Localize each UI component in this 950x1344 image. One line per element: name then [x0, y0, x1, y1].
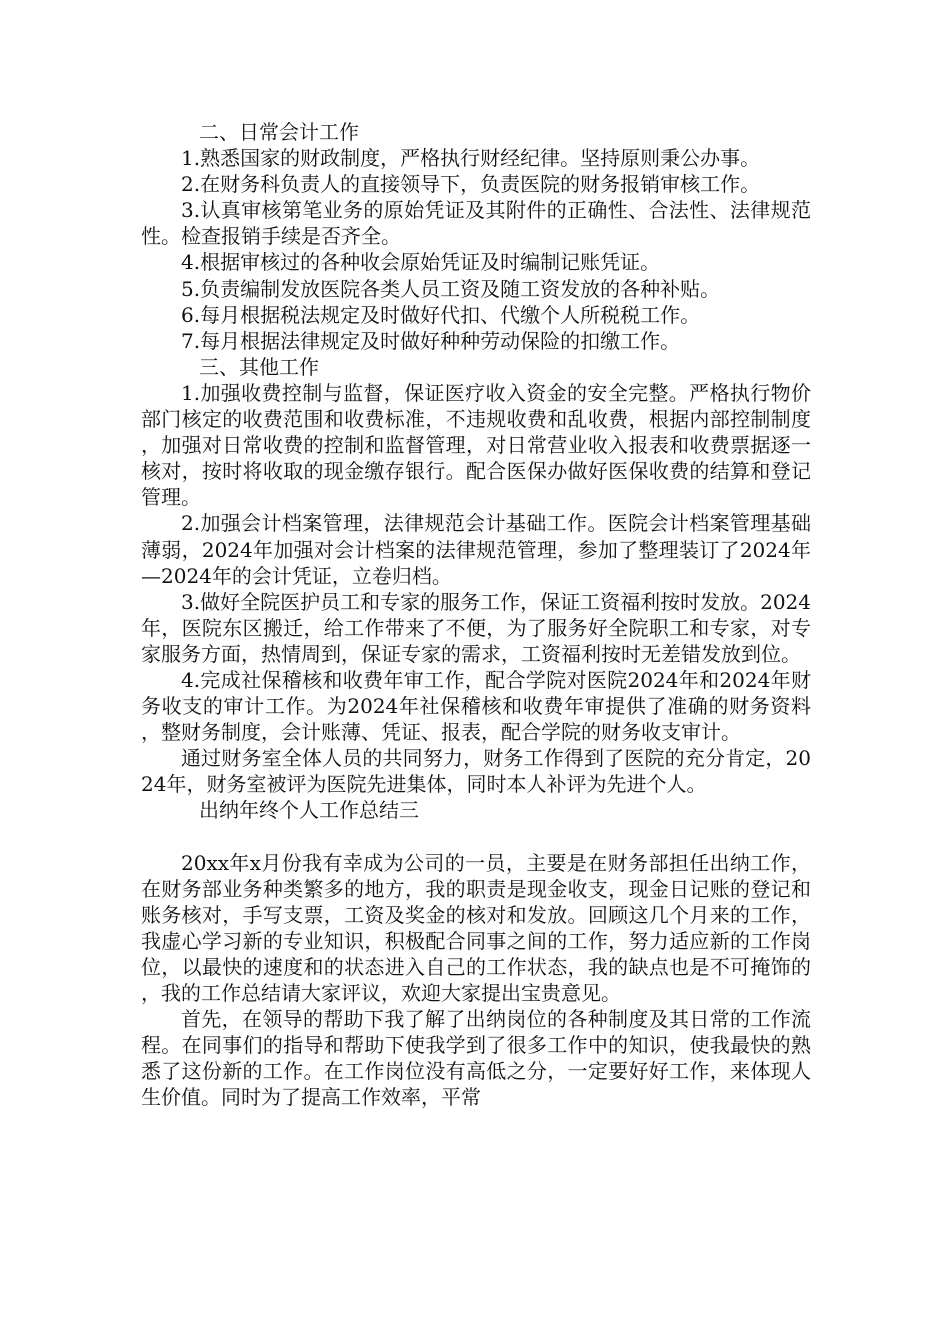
section2-item-3: 3.认真审核第笔业务的原始凭证及其附件的正确性、合法性、法律规范性。检查报销手续是否齐全。	[141, 198, 811, 249]
section3-item-4: 4.完成社保稽核和收费年审工作，配合学院对医院2024年和2024年财务收支的审计工作。为2024年社保稽核和收费年审提供了准确的财务资料，整财务制度，会计账薄、凭证、报表，配合学院的财务收支审计。	[141, 667, 811, 745]
section2-item-6: 6.每月根据税法规定及时做好代扣、代缴个人所税税工作。	[181, 302, 701, 327]
section2-item-4: 4.根据审核过的各种收会原始凭证及时编制记账凭证。	[181, 250, 661, 275]
part3-title: 出纳年终个人工作总结三	[199, 798, 419, 823]
part3-paragraph-1: 20xx年x月份我有幸成为公司的一员，主要是在财务部担任出纳工作，在财务部业务种类繁多的地方，我的职责是现金收支，现金日记账的登记和账务核对，手写支票，工资及奖金的核对和发放。回顾这几个月来的工作，我虚心学习新的专业知识，积极配合同事之间的工作，努力适应新的工作岗位，以最快的速度和的状态进入自己的工作状态，我的缺点也是不可掩饰的，我的工作总结请大家评议，欢迎大家提出宝贵意见。	[141, 850, 811, 1006]
section2-item-2: 2.在财务科负责人的直接领导下，负责医院的财务报销审核工作。	[181, 172, 761, 197]
section-heading-other-work: 三、其他工作	[199, 354, 319, 379]
section-heading-daily-accounting: 二、日常会计工作	[199, 120, 359, 144]
section2-item-5: 5.负责编制发放医院各类人员工资及随工资发放的各种补贴。	[181, 276, 721, 301]
section2-item-7: 7.每月根据法律规定及时做好种种劳动保险的扣缴工作。	[181, 328, 681, 353]
section3-item-2: 2.加强会计档案管理，法律规范会计基础工作。医院会计档案管理基础薄弱，2024年加强对会计档案的法律规范管理，参加了整理装订了2024年—2024年的会计凭证，立卷归档。	[141, 511, 811, 588]
part3-paragraph-2: 首先，在领导的帮助下我了解了出纳岗位的各种制度及其日常的工作流程。在同事们的指导和帮助下使我学到了很多工作中的知识，使我最快的熟悉了这份新的工作。在工作岗位没有高低之分，一定要好好工作，来体现人生价值。同时为了提高工作效率，平常	[141, 1007, 811, 1110]
section3-item-3: 3.做好全院医护员工和专家的服务工作，保证工资福利按时发放。2024年，医院东区搬迁，给工作带来了不便，为了服务好全院职工和专家，对专家服务方面，热情周到，保证专家的需求，工资福利按时无差错发放到位。	[141, 589, 811, 666]
blank-line	[141, 824, 811, 850]
document-body	[141, 119, 811, 1111]
section3-item-1: 1.加强收费控制与监督，保证医疗收入资金的安全完整。严格执行物价部门核定的收费范围和收费标准，不违规收费和乱收费，根据内部控制制度，加强对日常收费的控制和监督管理，对日常营业收入报表和收费票据逐一核对，按时将收取的现金缴存银行。配合医保办做好医保收费的结算和登记管理。	[141, 380, 811, 510]
closing-paragraph: 通过财务室全体人员的共同努力，财务工作得到了医院的充分肯定，2024年，财务室被评为医院先进集体，同时本人补评为先进个人。	[141, 746, 811, 797]
section2-item-1: 1.熟悉国家的财政制度，严格执行财经纪律。坚持原则秉公办事。	[181, 146, 761, 171]
